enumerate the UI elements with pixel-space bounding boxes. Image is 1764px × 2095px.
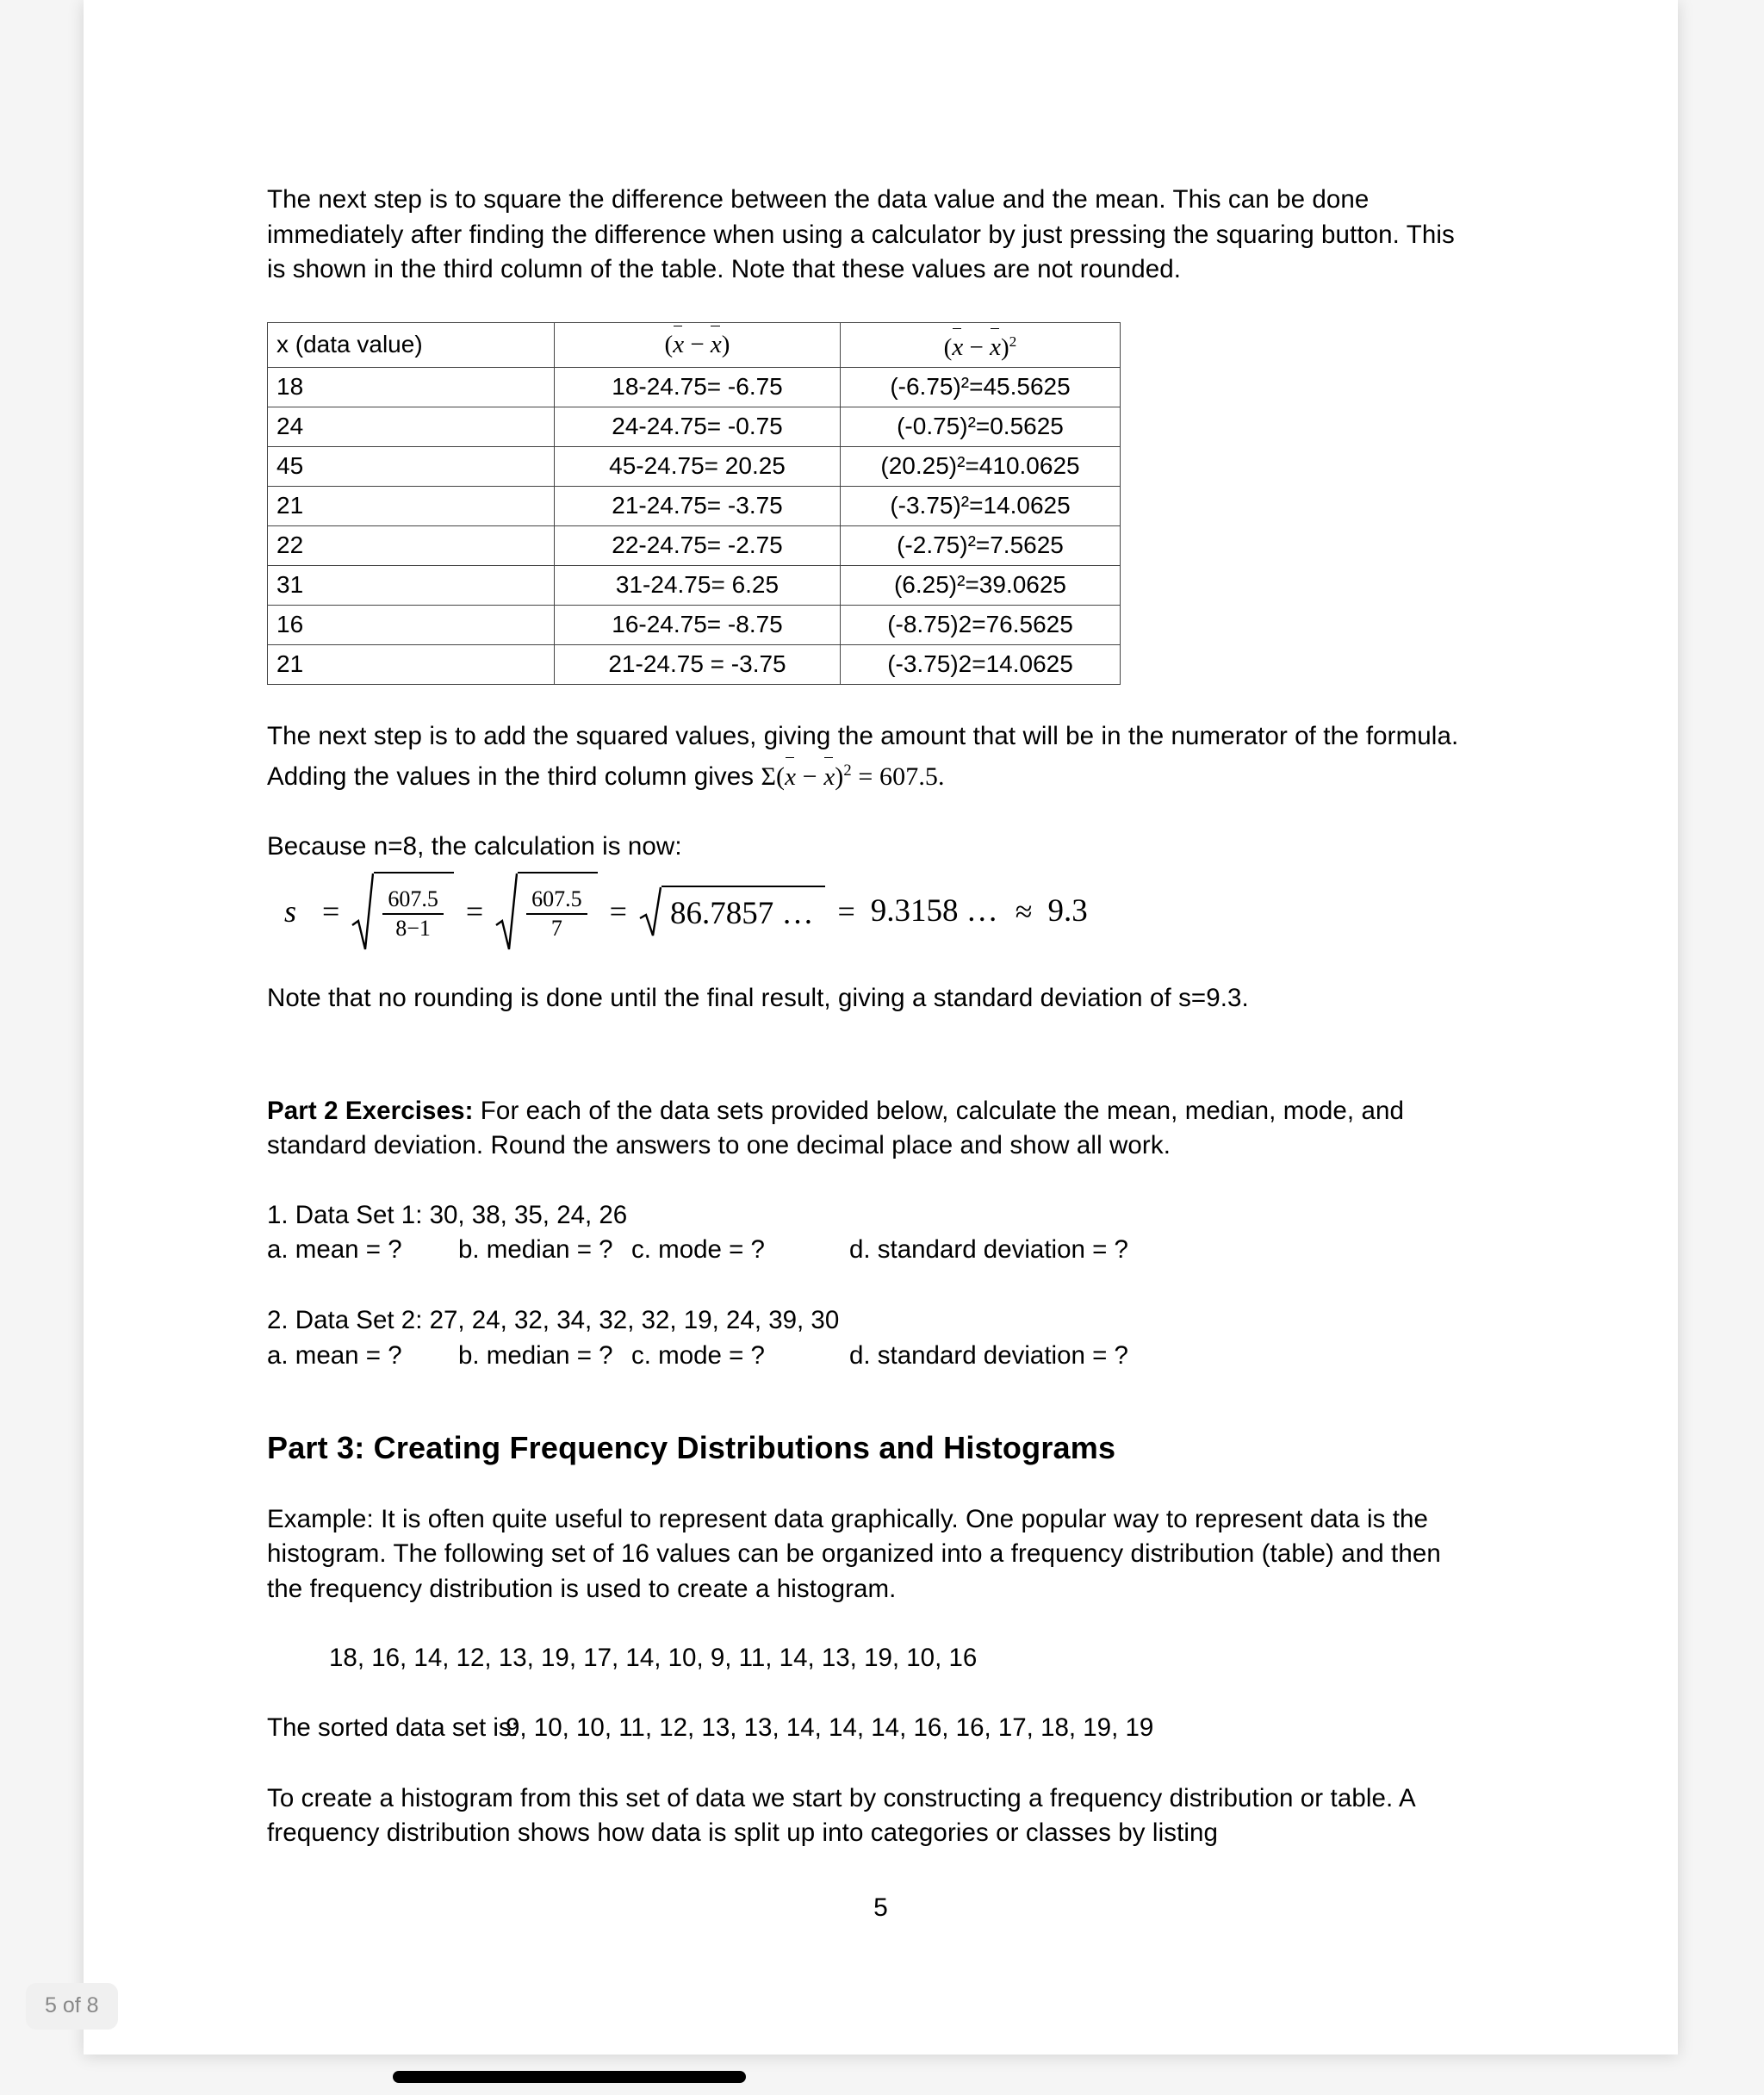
exercise-2-mode: c. mode = ? — [631, 1340, 765, 1370]
cell-diff-squared: (-3.75)2=14.0625 — [841, 644, 1121, 684]
table-row — [268, 644, 1121, 684]
cell-x: 16 — [268, 605, 555, 644]
equation-equals-2: = — [465, 894, 484, 929]
exercise-2-median: b. median = ? — [458, 1340, 613, 1370]
radical-second — [495, 872, 598, 951]
exercise-2-mean: a. mean = ? — [267, 1340, 402, 1370]
cell-diff-squared: (6.25)²=39.0625 — [841, 565, 1121, 605]
intro-paragraph: The next step is to square the difference between the data value and the mean. This can be done immediately after finding the difference when using a calculator by just pressing the squaring button. This is shown in the third column of the table. Note that these values are not rounded. — [267, 185, 1455, 283]
spacer — [267, 1269, 1473, 1303]
radical-first — [351, 872, 454, 951]
exercise-1-median: b. median = ? — [458, 1235, 613, 1265]
exercise-1-mode: c. mode = ? — [631, 1235, 765, 1265]
equation-unrounded-value: 9.3158 … — [870, 893, 998, 929]
exercise-2-answers — [267, 1339, 1473, 1375]
part3-closing-paragraph: To create a histogram from this set of data we start by constructing a frequency distribution or table. A frequency distribution shows how data is split up into categories or classes by listing — [267, 1783, 1415, 1848]
table-row — [268, 525, 1121, 565]
cell-x: 21 — [268, 486, 555, 525]
radical-third — [639, 886, 826, 937]
table-row — [268, 407, 1121, 446]
table-row — [268, 605, 1121, 644]
cell-x: 24 — [268, 407, 555, 446]
fraction-first — [379, 885, 447, 943]
table-header-row — [268, 322, 1121, 367]
sum-paragraph-text: The next step is to add the squared values, giving the amount that will be in the numerator of the formula. Adding the values in the third column gives — [267, 721, 1459, 792]
fraction-second — [523, 885, 591, 943]
part3-heading: Part 3: Creating Frequency Distributions and Histograms — [267, 1429, 1116, 1465]
radical-sign-icon — [351, 872, 374, 951]
spacer — [267, 1375, 1473, 1428]
radical-body — [374, 872, 454, 951]
equation-approx-symbol: ≈ — [1015, 894, 1033, 929]
document-page — [84, 0, 1678, 2055]
cell-diff: 31-24.75= 6.25 — [555, 565, 841, 605]
part2-exercises-block — [267, 1094, 1473, 1164]
rounding-note: Note that no rounding is done until the final result, giving a standard deviation of s=9.3. — [267, 984, 1249, 1013]
fraction-numerator: 607.5 — [531, 886, 582, 912]
spacer — [267, 1607, 1473, 1641]
radical-body — [518, 872, 598, 951]
part2-label: Part 2 Exercises: — [267, 1096, 474, 1125]
table-header-diff-squared: $(x - x)^2$ — [841, 322, 1121, 367]
cell-diff-squared: (-8.75)2=76.5625 — [841, 605, 1121, 644]
cell-x: 31 — [268, 565, 555, 605]
exercise-1-answers — [267, 1233, 1473, 1269]
exercise-2 — [267, 1303, 1473, 1375]
equation-rounded-value: 9.3 — [1047, 893, 1088, 929]
page-content — [267, 183, 1473, 1851]
spacer — [267, 288, 1473, 322]
spacer — [267, 1016, 1473, 1094]
standard-deviation-equation — [284, 864, 1473, 959]
spacer — [267, 1468, 1473, 1502]
equation-equals-3: = — [609, 894, 627, 929]
exercise-1-prompt: 1. Data Set 1: 30, 38, 35, 24, 26 — [267, 1200, 628, 1229]
page-counter-badge: 5 of 8 — [26, 1983, 118, 2030]
fraction-denominator: 8−1 — [382, 913, 444, 942]
cell-x: 45 — [268, 446, 555, 486]
exercise-2-prompt: 2. Data Set 2: 27, 24, 32, 34, 32, 32, 19, 24, 39, 30 — [267, 1306, 840, 1335]
cell-diff: 22-24.75= -2.75 — [555, 525, 841, 565]
cell-diff-squared: (-3.75)²=14.0625 — [841, 486, 1121, 525]
cell-x: 18 — [268, 367, 555, 407]
spacer — [267, 1747, 1473, 1781]
cell-diff: 16-24.75= -8.75 — [555, 605, 841, 644]
cell-diff: 18-24.75= -6.75 — [555, 367, 841, 407]
radicand-value: 86.7857 … — [669, 896, 814, 932]
spacer — [267, 959, 1473, 981]
cell-x: 21 — [268, 644, 555, 684]
page-number-footer: 5 — [873, 1893, 888, 1922]
table-row — [268, 446, 1121, 486]
cell-diff: 21-24.75 = -3.75 — [555, 644, 841, 684]
equation-equals-4: = — [837, 894, 855, 929]
fraction-denominator: 7 — [526, 913, 587, 942]
radical-sign-icon — [495, 872, 518, 951]
part3-raw-data: 18, 16, 14, 12, 13, 19, 17, 14, 10, 9, 11, 14, 13, 19, 10, 16 — [329, 1644, 978, 1673]
table-row — [268, 367, 1121, 407]
deviation-table — [267, 322, 1121, 685]
spacer — [267, 795, 1473, 830]
part2-instructions: For each of the data sets provided below, calculate the mean, median, mode, and standard deviation. Round the answers to one decimal place and show all work. — [267, 1096, 1405, 1160]
cell-diff-squared: (-2.75)²=7.5625 — [841, 525, 1121, 565]
because-line: Because n=8, the calculation is now: — [267, 831, 682, 861]
part3-example-paragraph: Example: It is often quite useful to represent data graphically. One popular way to represent data is the histogram. The following set of 16 values can be organized into a frequency distribution (table) and then the frequency distribution is used to create a histogram. — [267, 1504, 1441, 1603]
exercise-1-mean: a. mean = ? — [267, 1235, 402, 1265]
cell-diff: 21-24.75= -3.75 — [555, 486, 841, 525]
spacer — [267, 1676, 1473, 1711]
sum-paragraph — [267, 719, 1473, 795]
table-row — [268, 486, 1121, 525]
exercise-1-stdev: d. standard deviation = ? — [849, 1235, 1128, 1265]
radical-sign-icon — [639, 886, 662, 937]
exercise-1 — [267, 1198, 1473, 1270]
cell-x: 22 — [268, 525, 555, 565]
sorted-data-values: 9, 10, 10, 11, 12, 13, 13, 14, 14, 14, 16, 16, 17, 18, 19, 19 — [506, 1713, 1154, 1742]
cell-diff-squared: (-0.75)²=0.5625 — [841, 407, 1121, 446]
cell-diff: 45-24.75= 20.25 — [555, 446, 841, 486]
radical-body — [662, 886, 826, 937]
table-header-diff: (x − x) — [555, 322, 841, 367]
spacer — [267, 1164, 1473, 1198]
table-row — [268, 565, 1121, 605]
sigma-expression: $\Sigma(x - x)^2 = 607.5$. — [761, 762, 944, 791]
horizontal-scrollbar[interactable] — [393, 2071, 746, 2083]
sorted-data-label: The sorted data set is: — [267, 1713, 519, 1742]
equation-variable: s — [284, 894, 297, 929]
exercise-2-stdev: d. standard deviation = ? — [849, 1340, 1128, 1370]
cell-diff: 24-24.75= -0.75 — [555, 407, 841, 446]
equation-equals-1: = — [322, 894, 340, 929]
table-body — [268, 367, 1121, 684]
table-header-x: x (data value) — [268, 322, 555, 367]
cell-diff-squared: (-6.75)²=45.5625 — [841, 367, 1121, 407]
part3-sorted-row — [267, 1711, 1473, 1747]
cell-diff-squared: (20.25)²=410.0625 — [841, 446, 1121, 486]
fraction-numerator: 607.5 — [388, 886, 438, 912]
spacer — [267, 685, 1473, 719]
